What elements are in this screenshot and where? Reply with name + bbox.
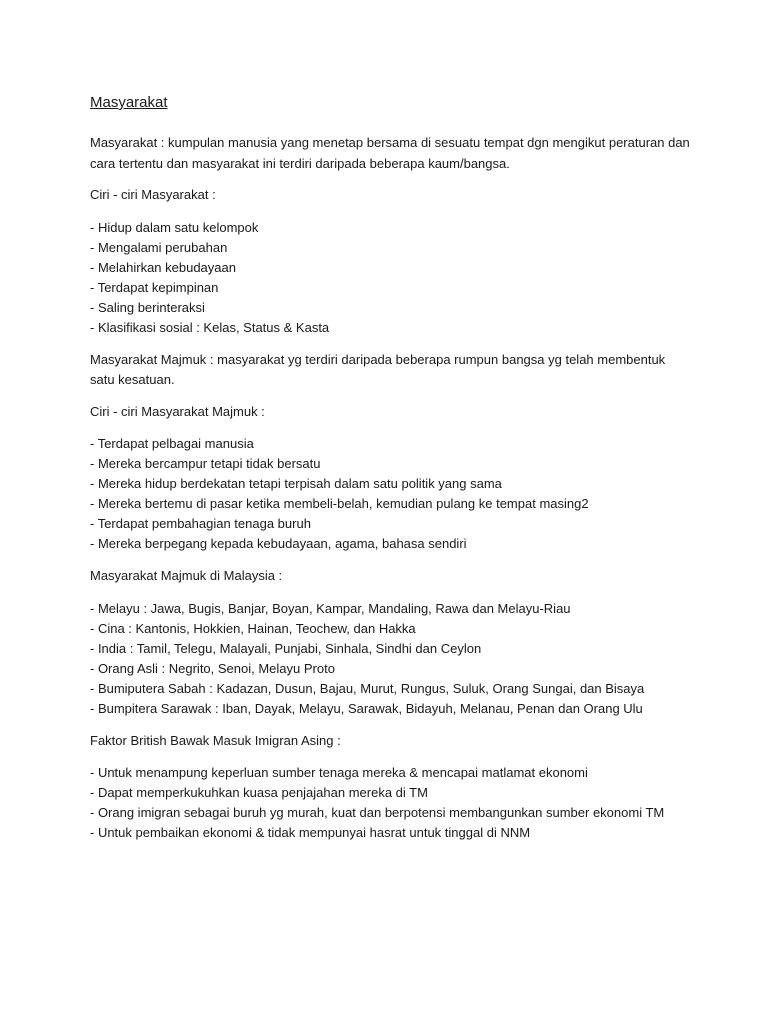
list-item: - Cina : Kantonis, Hokkien, Hainan, Teochew, dan Hakka [90,620,416,636]
ciri-majmuk-heading: Ciri - ciri Masyarakat Majmuk : [90,403,265,419]
ciri-heading: Ciri - ciri Masyarakat : [90,187,216,202]
list-item: - Dapat memperkukuhkan kuasa penjajahan mereka di TM [90,785,428,800]
list-item: - Klasifikasi sosial : Kelas, Status & Kasta [90,319,330,335]
list-item: - Terdapat pembahagian tenaga buruh [90,516,311,531]
malaysia-list [90,599,690,719]
malaysia-heading: Masyarakat Majmuk di Malaysia : [90,568,283,583]
faktor-heading: Faktor British Bawak Masuk Imigran Asing : [90,732,341,748]
list-item: - Melahirkan kebudayaan [90,259,236,275]
list-item: - Terdapat pelbagai manusia [90,436,254,451]
majmuk-definition-paragraph: Masyarakat Majmuk : masyarakat yg terdiri daripada beberapa rumpun bangsa yg telah membentuk satu kesatuan. [90,351,666,387]
list-item: - Untuk pembaikan ekonomi & tidak mempunyai hasrat untuk tinggal di NNM [90,825,531,840]
document-body [90,93,690,855]
list-item: - Untuk menampung keperluan sumber tenaga mereka & mencapai matlamat ekonomi [90,765,588,780]
list-item: - Melayu : Jawa, Bugis, Banjar, Boyan, Kampar, Mandaling, Rawa dan Melayu-Riau [90,600,571,616]
list-item: - Mereka hidup berdekatan tetapi terpisah dalam satu politik yang sama [90,476,502,491]
list-item: - Mereka bercampur tetapi tidak bersatu [90,456,321,471]
faktor-list [90,763,690,843]
page-title: Masyarakat [90,94,168,111]
list-item: - Mengalami perubahan [90,239,228,255]
list-item: - Mereka bertemu di pasar ketika membeli-belah, kemudian pulang ke tempat masing2 [90,496,589,511]
list-item: - Orang imigran sebagai buruh yg murah, kuat dan berpotensi membangunkan sumber ekonomi TM [90,805,665,820]
list-item: - Bumpitera Sarawak : Iban, Dayak, Melayu, Sarawak, Bidayuh, Melanau, Penan dan Orang Ulu [90,700,643,716]
definition-paragraph: Masyarakat : kumpulan manusia yang menetap bersama di sesuatu tempat dgn mengikut peraturan dan cara tertentu dan masyarakat ini terdiri daripada beberapa kaum/bangsa. [90,135,690,171]
list-item: - Bumiputera Sabah : Kadazan, Dusun, Bajau, Murut, Rungus, Suluk, Orang Sungai, dan Bisaya [90,680,645,696]
list-item: - Saling berinteraksi [90,299,205,315]
ciri-majmuk-list [90,434,690,554]
list-item: - India : Tamil, Telegu, Malayali, Punjabi, Sinhala, Sindhi dan Ceylon [90,640,482,656]
list-item: - Hidup dalam satu kelompok [90,219,259,235]
ciri-list [90,218,690,338]
list-item: - Terdapat kepimpinan [90,279,219,295]
list-item: - Orang Asli : Negrito, Senoi, Melayu Proto [90,660,335,676]
list-item: - Mereka berpegang kepada kebudayaan, agama, bahasa sendiri [90,536,467,551]
